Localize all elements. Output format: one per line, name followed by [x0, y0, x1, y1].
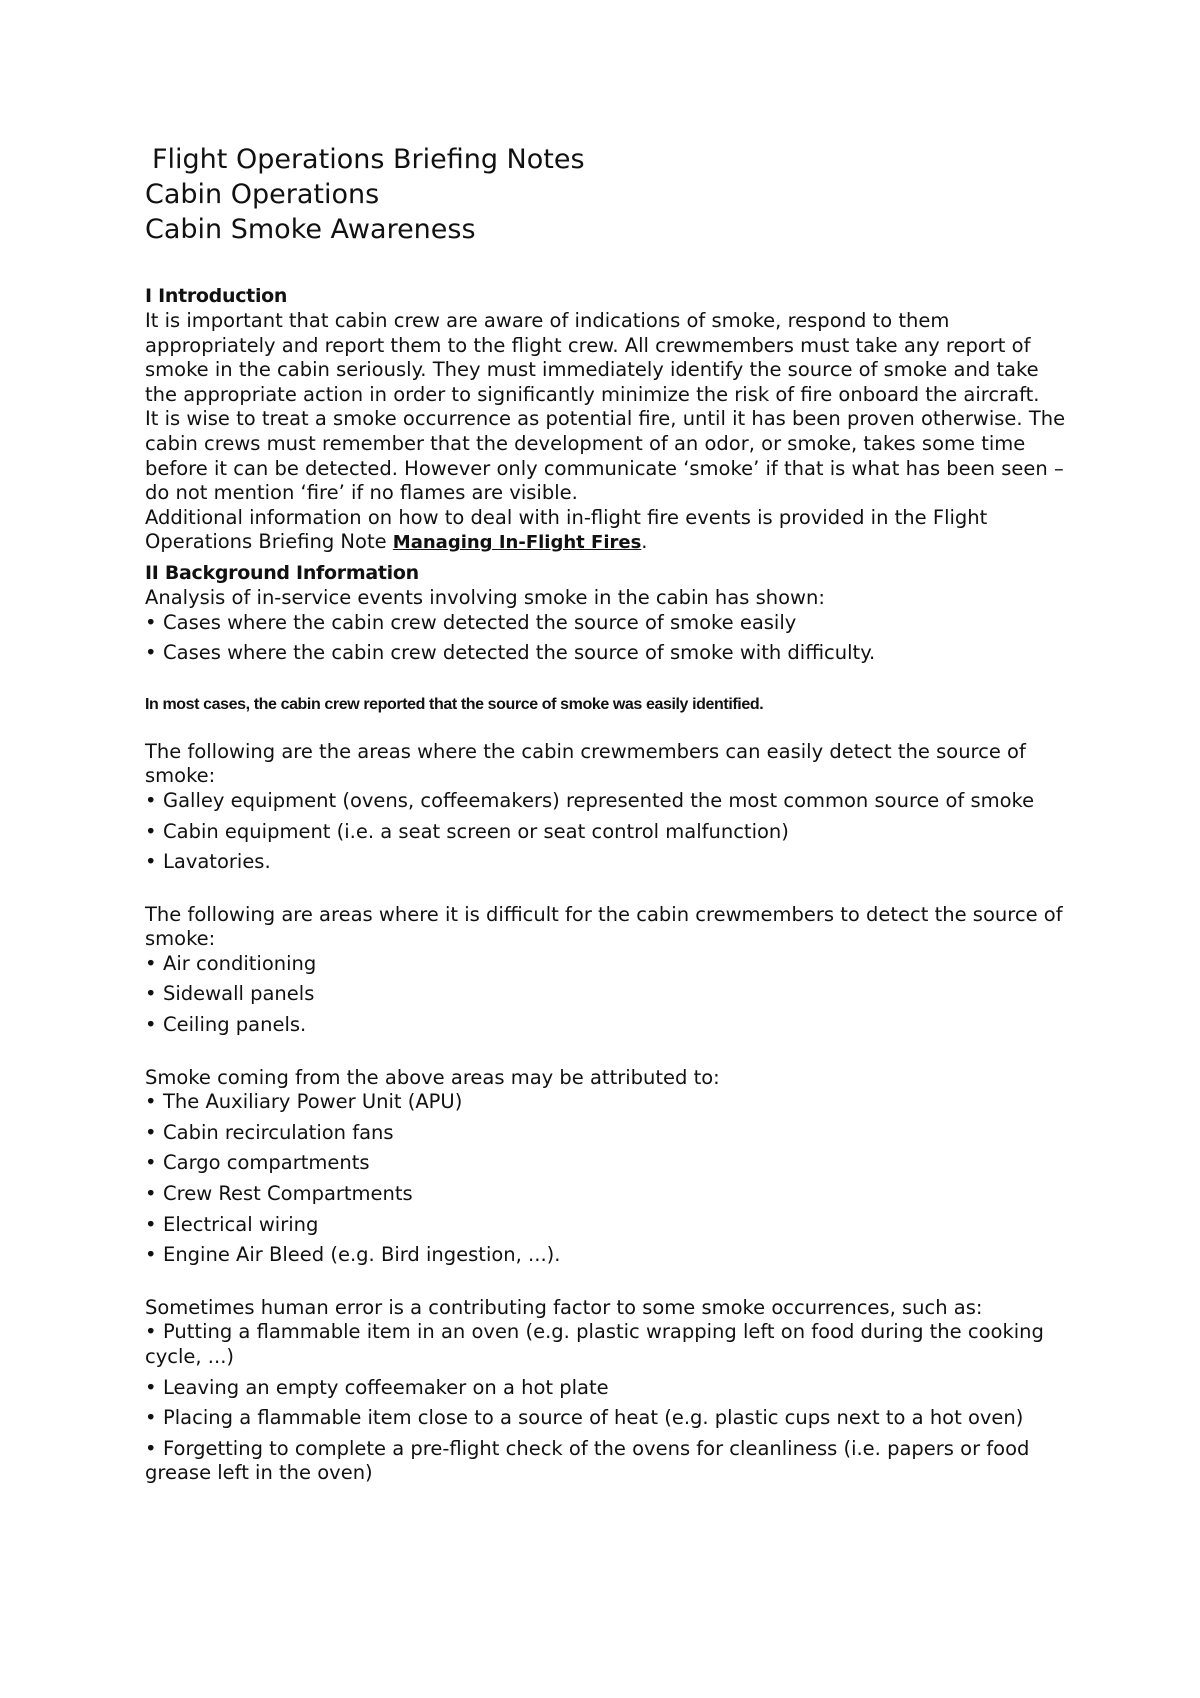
- bullet-icon: •: [145, 819, 157, 843]
- bullet-icon: •: [145, 850, 157, 874]
- bullet-icon: •: [145, 1120, 157, 1144]
- bullet-icon: •: [145, 1013, 157, 1037]
- emphasis-note: In most cases, the cabin crew reported that the source of smoke was easily identified.: [145, 695, 764, 713]
- attribution-lead: Smoke coming from the above areas may be attributed to:: [145, 1065, 720, 1089]
- list-item-text: Sidewall panels: [163, 982, 315, 1006]
- managing-in-flight-fires-link[interactable]: Managing In-Flight Fires: [392, 532, 642, 554]
- list-item-text: Cases where the cabin crew detected the source of smoke with difficulty.: [163, 641, 876, 665]
- list-item-text: Electrical wiring: [163, 1212, 319, 1236]
- bullet-icon: •: [145, 951, 157, 975]
- cases-list: [145, 611, 1075, 666]
- list-item-text: Ceiling panels.: [163, 1013, 307, 1037]
- bullet-icon: •: [145, 1243, 157, 1267]
- easy-areas-lead: The following are the areas where the cabin crewmembers can easily detect the source of smoke:: [145, 739, 1026, 788]
- list-item-text: Putting a flammable item in an oven (e.g. plastic wrapping left on food during the cooking cycle, ...): [145, 1320, 1044, 1368]
- bullet-icon: •: [145, 1182, 157, 1206]
- intro-paragraph-3: [145, 506, 1075, 556]
- list-item: [145, 1243, 1075, 1268]
- list-item: [145, 1182, 1075, 1207]
- list-item-text: Engine Air Bleed (e.g. Bird ingestion, ...).: [163, 1243, 561, 1267]
- list-item-text: The Auxiliary Power Unit (APU): [163, 1090, 463, 1114]
- list-item-text: Forgetting to complete a pre-flight check of the ovens for cleanliness (i.e. papers or food grease left in the oven): [145, 1436, 1030, 1485]
- list-item: [145, 1121, 1075, 1146]
- bullet-icon: •: [145, 641, 157, 665]
- bullet-icon: •: [145, 982, 157, 1006]
- intro-paragraph-2: It is wise to treat a smoke occurrence as potential fire, until it has been proven otherwise. The cabin crews must remember that the development of an odor, or smoke, takes some time before it can be detected. However only communicate ‘smoke’ if that is what has been seen – do not mention ‘fire’ if no flames are visible.: [145, 407, 1066, 505]
- intro-paragraph-3-text: Additional information on how to deal with in-flight fire events is provided in the Flight Operations Briefing Note: [145, 505, 988, 554]
- list-item-text: Crew Rest Compartments: [163, 1182, 413, 1206]
- list-item-text: Cabin equipment (i.e. a seat screen or seat control malfunction): [163, 819, 789, 843]
- bullet-icon: •: [145, 1212, 157, 1236]
- document-title: Flight Operations Briefing Notes: [152, 144, 585, 175]
- list-item: [145, 789, 1075, 814]
- list-item: [145, 611, 1075, 636]
- human-error-list: [145, 1320, 1075, 1486]
- section-heading-introduction: I Introduction: [145, 285, 288, 307]
- list-item: [145, 820, 1075, 845]
- list-item-text: Lavatories.: [163, 850, 271, 874]
- list-item-text: Cabin recirculation fans: [163, 1120, 394, 1144]
- bullet-icon: •: [145, 1375, 157, 1399]
- list-item-text: Cargo compartments: [163, 1151, 370, 1175]
- title-block: [145, 142, 585, 247]
- bullet-icon: •: [145, 1090, 157, 1114]
- document-topic: Cabin Smoke Awareness: [145, 214, 476, 245]
- list-item: [145, 1376, 1075, 1401]
- list-item: [145, 641, 1075, 666]
- list-item: [145, 850, 1075, 875]
- list-item: [145, 1213, 1075, 1238]
- document-subtitle: Cabin Operations: [145, 179, 380, 210]
- section-heading-background: II Background Information: [145, 561, 419, 584]
- list-item: [145, 1437, 1075, 1486]
- list-item: [145, 1320, 1075, 1369]
- document-body: [145, 283, 1075, 1492]
- list-item: [145, 952, 1075, 977]
- bullet-icon: •: [145, 788, 157, 812]
- list-item-text: Placing a flammable item close to a source of heat (e.g. plastic cups next to a hot oven): [163, 1406, 1024, 1430]
- intro-paragraph-1: It is important that cabin crew are aware of indications of smoke, respond to them appropriately and report them to the flight crew. All crewmembers must take any report of smoke in the cabin seriously. They must immediately identify the source of smoke and take the appropriate action in order to significantly minimize the risk of fire onboard the aircraft.: [145, 309, 1040, 406]
- intro-paragraph-3-end: .: [641, 530, 648, 554]
- list-item: [145, 1090, 1075, 1115]
- human-error-lead: Sometimes human error is a contributing factor to some smoke occurrences, such as:: [145, 1295, 983, 1319]
- bullet-icon: •: [145, 1320, 157, 1344]
- bullet-icon: •: [145, 1436, 157, 1460]
- bullet-icon: •: [145, 610, 157, 634]
- list-item-text: Galley equipment (ovens, coffeemakers) represented the most common source of smoke: [163, 788, 1035, 812]
- bullet-icon: •: [145, 1151, 157, 1175]
- list-item: [145, 982, 1075, 1007]
- list-item-text: Cases where the cabin crew detected the source of smoke easily: [163, 610, 797, 634]
- hard-areas-list: [145, 952, 1075, 1038]
- list-item-text: Air conditioning: [163, 951, 317, 975]
- list-item-text: Leaving an empty coffeemaker on a hot plate: [163, 1375, 609, 1399]
- easy-areas-list: [145, 789, 1075, 875]
- attribution-list: [145, 1090, 1075, 1268]
- bullet-icon: •: [145, 1406, 157, 1430]
- background-lead: Analysis of in-service events involving smoke in the cabin has shown:: [145, 585, 825, 609]
- list-item: [145, 1406, 1075, 1431]
- hard-areas-lead: The following are areas where it is difficult for the cabin crewmembers to detect the source of smoke:: [145, 902, 1063, 951]
- list-item: [145, 1013, 1075, 1038]
- list-item: [145, 1151, 1075, 1176]
